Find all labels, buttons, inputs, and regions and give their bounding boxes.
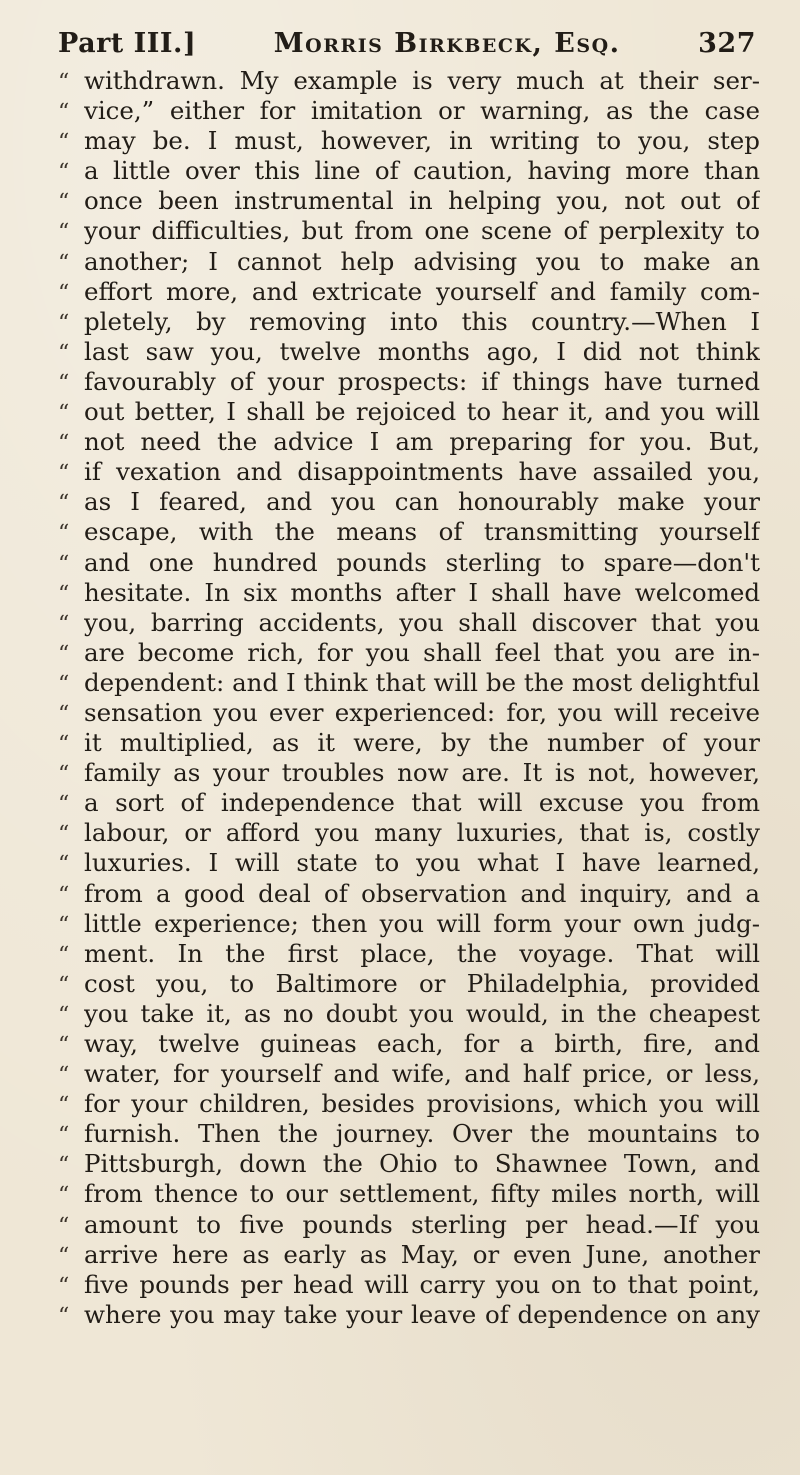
text-line [58,337,760,367]
line-text: arrive here as early as May, or even June, another [84,1239,760,1269]
quotation-mark: “ [58,220,70,246]
line-text: if vexation and disappointments have assailed you, [84,457,760,487]
text-line [58,517,760,547]
text-line [58,247,760,277]
line-text: vice,” either for imitation or warning, as the case [84,96,760,126]
quotation-mark: “ [58,551,70,577]
text-line [58,96,760,126]
quotation-mark: “ [58,160,70,186]
line-text: withdrawn. My example is very much at their ser- [84,66,760,95]
quotation-mark: “ [58,762,70,788]
text-line [58,608,760,638]
quotation-mark: “ [58,1093,70,1119]
quotation-mark: “ [58,671,70,697]
text-line [58,1149,760,1179]
line-text: are become rich, for you shall feel that you are in- [84,637,760,667]
line-text: your difficulties, but from one scene of perplexity to [84,216,760,246]
line-text: a sort of independence that will excuse you from [84,788,760,818]
quotation-mark: “ [58,431,70,457]
quotation-mark: “ [58,70,70,95]
body-text [58,66,760,1330]
text-line [58,367,760,397]
line-text: water, for yourself and wife, and half price, or less, [84,1059,760,1089]
line-text: furnish. Then the journey. Over the mountains to [84,1119,760,1149]
text-line [58,728,760,758]
text-line [58,818,760,848]
quotation-mark: “ [58,370,70,396]
quotation-mark: “ [58,1002,70,1028]
text-line [58,216,760,246]
text-line [58,487,760,517]
line-text: way, twelve guineas each, for a birth, fire, and [84,1029,760,1058]
quotation-mark: “ [58,461,70,487]
line-text: sensation you ever experienced: for, you will receive [84,697,760,727]
text-line [58,788,760,818]
quotation-mark: “ [58,701,70,727]
quotation-mark: “ [58,882,70,908]
page-number: 327 [698,28,756,59]
text-line [58,638,760,668]
quotation-mark: “ [58,280,70,306]
quotation-mark: “ [58,491,70,517]
line-text: for your children, besides provisions, which you will [84,1089,760,1119]
line-text: and one hundred pounds sterling to spare—don't [84,547,760,577]
line-text: hesitate. In six months after I shall have welcomed [84,577,760,607]
text-line [58,698,760,728]
text-line [58,277,760,307]
quotation-mark: “ [58,1303,70,1329]
quotation-mark: “ [58,822,70,848]
text-line [58,1270,760,1300]
quotation-mark: “ [58,100,70,126]
quotation-mark: “ [58,1183,70,1209]
line-text: it multiplied, as it were, by the number of your [84,728,760,758]
line-text: out better, I shall be rejoiced to hear it, and you will [84,397,760,427]
line-text: favourably of your prospects: if things have turned [84,366,760,396]
text-line [58,1179,760,1209]
quotation-mark: “ [58,581,70,607]
running-title: Morris Birkbeck, Esq. [273,28,621,59]
quotation-mark: “ [58,1213,70,1239]
text-line [58,668,760,698]
quotation-mark: “ [58,1123,70,1149]
text-line [58,758,760,788]
text-line [58,427,760,457]
line-text: a little over this line of caution, having more than [84,156,760,186]
text-line [58,1210,760,1240]
line-text: dependent: and I think that will be the most delightful [84,667,760,697]
quotation-mark: “ [58,792,70,818]
line-text: luxuries. I will state to you what I have learned, [84,848,760,878]
line-text: you take it, as no doubt you would, in the cheapest [84,998,760,1028]
quotation-mark: “ [58,611,70,637]
quotation-mark: “ [58,190,70,216]
text-line [58,939,760,969]
quotation-mark: “ [58,942,70,968]
line-text: five pounds per head will carry you on to that point, [84,1269,760,1299]
line-text: Pittsburgh, down the Ohio to Shawnee Town, and [84,1149,760,1179]
quotation-mark: “ [58,130,70,156]
line-text: cost you, to Baltimore or Philadelphia, provided [84,968,760,998]
text-line [58,548,760,578]
line-text: labour, or afford you many luxuries, that is, costly [84,818,760,848]
text-line [58,578,760,608]
text-line [58,156,760,186]
text-line [58,999,760,1029]
quotation-mark: “ [58,340,70,366]
text-line [58,186,760,216]
quotation-mark: “ [58,401,70,427]
quotation-mark: “ [58,1033,70,1058]
line-text: little experience; then you will form your own judg- [84,908,760,938]
text-line [58,1300,760,1330]
text-line [58,848,760,878]
line-text: another; I cannot help advising you to make an [84,246,760,276]
quotation-mark: “ [58,641,70,667]
text-line [58,457,760,487]
text-line [58,879,760,909]
line-text: pletely, by removing into this country.—When I [84,306,760,336]
line-text: may be. I must, however, in writing to you, step [84,126,760,156]
quotation-mark: “ [58,972,70,998]
text-line [58,1119,760,1149]
quotation-mark: “ [58,1063,70,1089]
text-line [58,126,760,156]
line-text: family as your troubles now are. It is not, however, [84,758,760,788]
quotation-mark: “ [58,852,70,878]
text-line [58,1240,760,1270]
quotation-mark: “ [58,250,70,276]
quotation-mark: “ [58,1243,70,1269]
text-line [58,66,760,96]
quotation-mark: “ [58,1153,70,1179]
line-text: where you may take your leave of dependence on any [84,1299,760,1329]
line-text: once been instrumental in helping you, not out of [84,186,760,216]
line-text: not need the advice I am preparing for you. But, [84,427,760,457]
text-line [58,397,760,427]
line-text: amount to five pounds sterling per head.—If you [84,1209,760,1239]
line-text: you, barring accidents, you shall discover that you [84,607,760,637]
line-text: from thence to our settlement, fifty miles north, will [84,1179,760,1209]
text-line [58,1089,760,1119]
text-line [58,969,760,999]
text-line [58,1029,760,1059]
text-line [58,307,760,337]
quotation-mark: “ [58,521,70,547]
line-text: ment. In the first place, the voyage. That will [84,938,760,968]
line-text: escape, with the means of transmitting yourself [84,517,760,547]
quotation-mark: “ [58,732,70,758]
running-head [58,28,760,64]
quotation-mark: “ [58,310,70,336]
text-line [58,1059,760,1089]
quotation-mark: “ [58,912,70,938]
text-line [58,909,760,939]
line-text: effort more, and extricate yourself and family com- [84,276,760,306]
line-text: last saw you, twelve months ago, I did not think [84,336,760,366]
part-label: Part III.] [58,28,197,59]
line-text: as I feared, and you can honourably make your [84,487,760,517]
line-text: from a good deal of observation and inquiry, and a [84,878,760,908]
quotation-mark: “ [58,1273,70,1299]
